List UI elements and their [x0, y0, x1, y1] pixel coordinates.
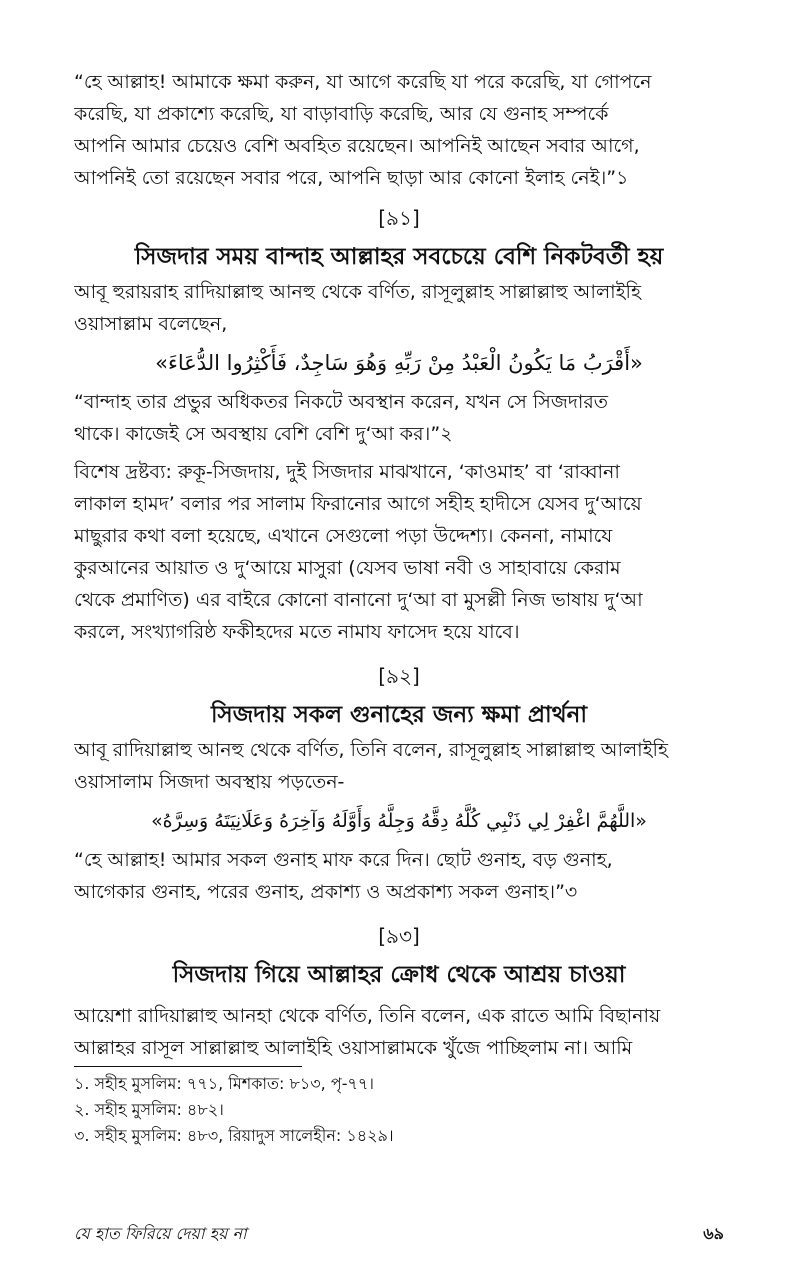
text-line: বিশেষ দ্রষ্টব্য: রুকূ-সিজদায়, দুই সিজদার মাঝখানে, ‘কাওমাহ’ বা ‘রাব্বানা	[74, 461, 620, 483]
text-line: লাকাল হামদ’ বলার পর সালাম ফিরানোর আগে সহীহ হাদীসে যেসব দু‘আয়ে	[74, 493, 642, 515]
page-body	[74, 66, 724, 1149]
text-line: আপনি আমার চেয়েও বেশি অবহিত রয়েছেন। আপনিই আছেন সবার আগে,	[74, 135, 640, 157]
section-number: [৯৩]	[378, 924, 420, 948]
page-number: ৬৯	[703, 1224, 724, 1243]
text-line: আগেকার গুনাহ, পরের গুনাহ, প্রকাশ্য ও অপ্রকাশ্য সকল গুনাহ।”৩	[74, 881, 578, 903]
text-line: আল্লাহর রাসূল সাল্লাল্লাহু আলাইহি ওয়াসাল্লামকে খুঁজে পাচ্ছিলাম না। আমি	[74, 1037, 633, 1059]
note-paragraph	[74, 456, 724, 648]
narration-paragraph	[74, 276, 724, 340]
page-footer	[74, 1221, 724, 1248]
text-line: “হে আল্লাহ! আমাকে ক্ষমা করুন, যা আগে করেছি যা পরে করেছি, যা গোপনে	[74, 71, 652, 93]
narration-paragraph	[74, 1000, 724, 1064]
text-line: “বান্দাহ তার প্রভুর অধিকতর নিকটে অবস্থান করেন, যখন সে সিজদারত	[74, 391, 609, 413]
intro-paragraph	[74, 66, 724, 194]
footnote: ২. সহীহ মুসলিম: ৪৮২।	[74, 1100, 224, 1119]
text-line: করলে, সংখ্যাগরিষ্ঠ ফকীহদের মতে নামায ফাসেদ হয়ে যাবে।	[74, 621, 520, 643]
translation-paragraph	[74, 844, 724, 908]
translation-paragraph	[74, 386, 724, 450]
book-title: যে হাত ফিরিয়ে দেয়া হয় না	[74, 1224, 247, 1243]
section-heading: সিজদায় সকল গুনাহের জন্য ক্ষমা প্রার্থনা	[210, 702, 588, 728]
footnote: ৩. সহীহ মুসলিম: ৪৮৩, রিয়াদুস সালেহীন: ১৪২৯।	[74, 1126, 394, 1145]
text-line: করেছি, যা প্রকাশ্যে করেছি, যা বাড়াবাড়ি করেছি, আর যে গুনাহ সম্পর্কে	[74, 103, 609, 125]
text-line: ওয়াসাল্লাম বলেছেন,	[74, 313, 228, 335]
footnote-divider	[74, 1066, 302, 1067]
text-line: কুরআনের আয়াত ও দু‘আয়ে মাসুরা (যেসব ভাষা নবী ও সাহাবায়ে কেরাম	[74, 557, 621, 579]
arabic-hadith-text: «أَقْرَبُ مَا يَكُونُ الْعَبْدُ مِنْ رَبِّهِ وَهُوَ سَاجِدٌ، فَأَكْثِرُوا الدُّعَاءَ»	[155, 351, 643, 375]
footnotes	[74, 1071, 724, 1149]
text-line: মাছুরার কথা বলা হয়েছে, এখানে সেগুলো পড়া উদ্দেশ্য। কেননা, নামাযে	[74, 525, 613, 547]
text-line: থাকে। কাজেই সে অবস্থায় বেশি বেশি দু‘আ কর।”২	[74, 423, 453, 445]
text-line: আবূ রাদিয়াল্লাহু আনহু থেকে বর্ণিত, তিনি বলেন, রাসূলুল্লাহ সাল্লাল্লাহু আলাইহি	[74, 739, 668, 761]
text-line: থেকে প্রমাণিত) এর বাইরে কোনো বানানো দু‘আ বা মুসল্লী নিজ ভাষায় দু‘আ	[74, 589, 643, 611]
text-line: “হে আল্লাহ! আমার সকল গুনাহ মাফ করে দিন। ছোট গুনাহ, বড় গুনাহ,	[74, 849, 613, 871]
text-line: আয়েশা রাদিয়াল্লাহু আনহা থেকে বর্ণিত, তিনি বলেন, এক রাতে আমি বিছানায়	[74, 1005, 661, 1027]
text-line: ওয়াসালাম সিজদা অবস্থায় পড়তেন-	[74, 771, 345, 793]
section-heading: সিজদায় গিয়ে আল্লাহর ক্রোধ থেকে আশ্রয় চাওয়া	[172, 962, 626, 988]
section-heading: সিজদার সময় বান্দাহ আল্লাহর সবচেয়ে বেশি নিকটবর্তী হয়	[134, 244, 664, 270]
text-line: আবূ হুরায়রাহ রাদিয়াল্লাহু আনহু থেকে বর্ণিত, রাসূলুল্লাহ সাল্লাল্লাহু আলাইহি	[74, 281, 641, 303]
text-line: আপনিই তো রয়েছেন সবার পরে, আপনি ছাড়া আর কোনো ইলাহ নেই।”১	[74, 167, 629, 189]
narration-paragraph	[74, 734, 724, 798]
footnote: ১. সহীহ মুসলিম: ৭৭১, মিশকাত: ৮১৩, পৃ-৭৭।	[74, 1074, 375, 1093]
arabic-dua-text: «اللَّهُمَّ اغْفِرْ لِي ذَنْبِي كُلَّهُ دِقَّهُ وَجِلَّهُ وَأَوَّلَهُ وَآخِرَهُ وَعَلَانِيَتَهُ وَسِرَّهُ»	[151, 810, 647, 832]
section-number: [৯১]	[378, 206, 420, 230]
section-number: [৯২]	[378, 664, 420, 688]
